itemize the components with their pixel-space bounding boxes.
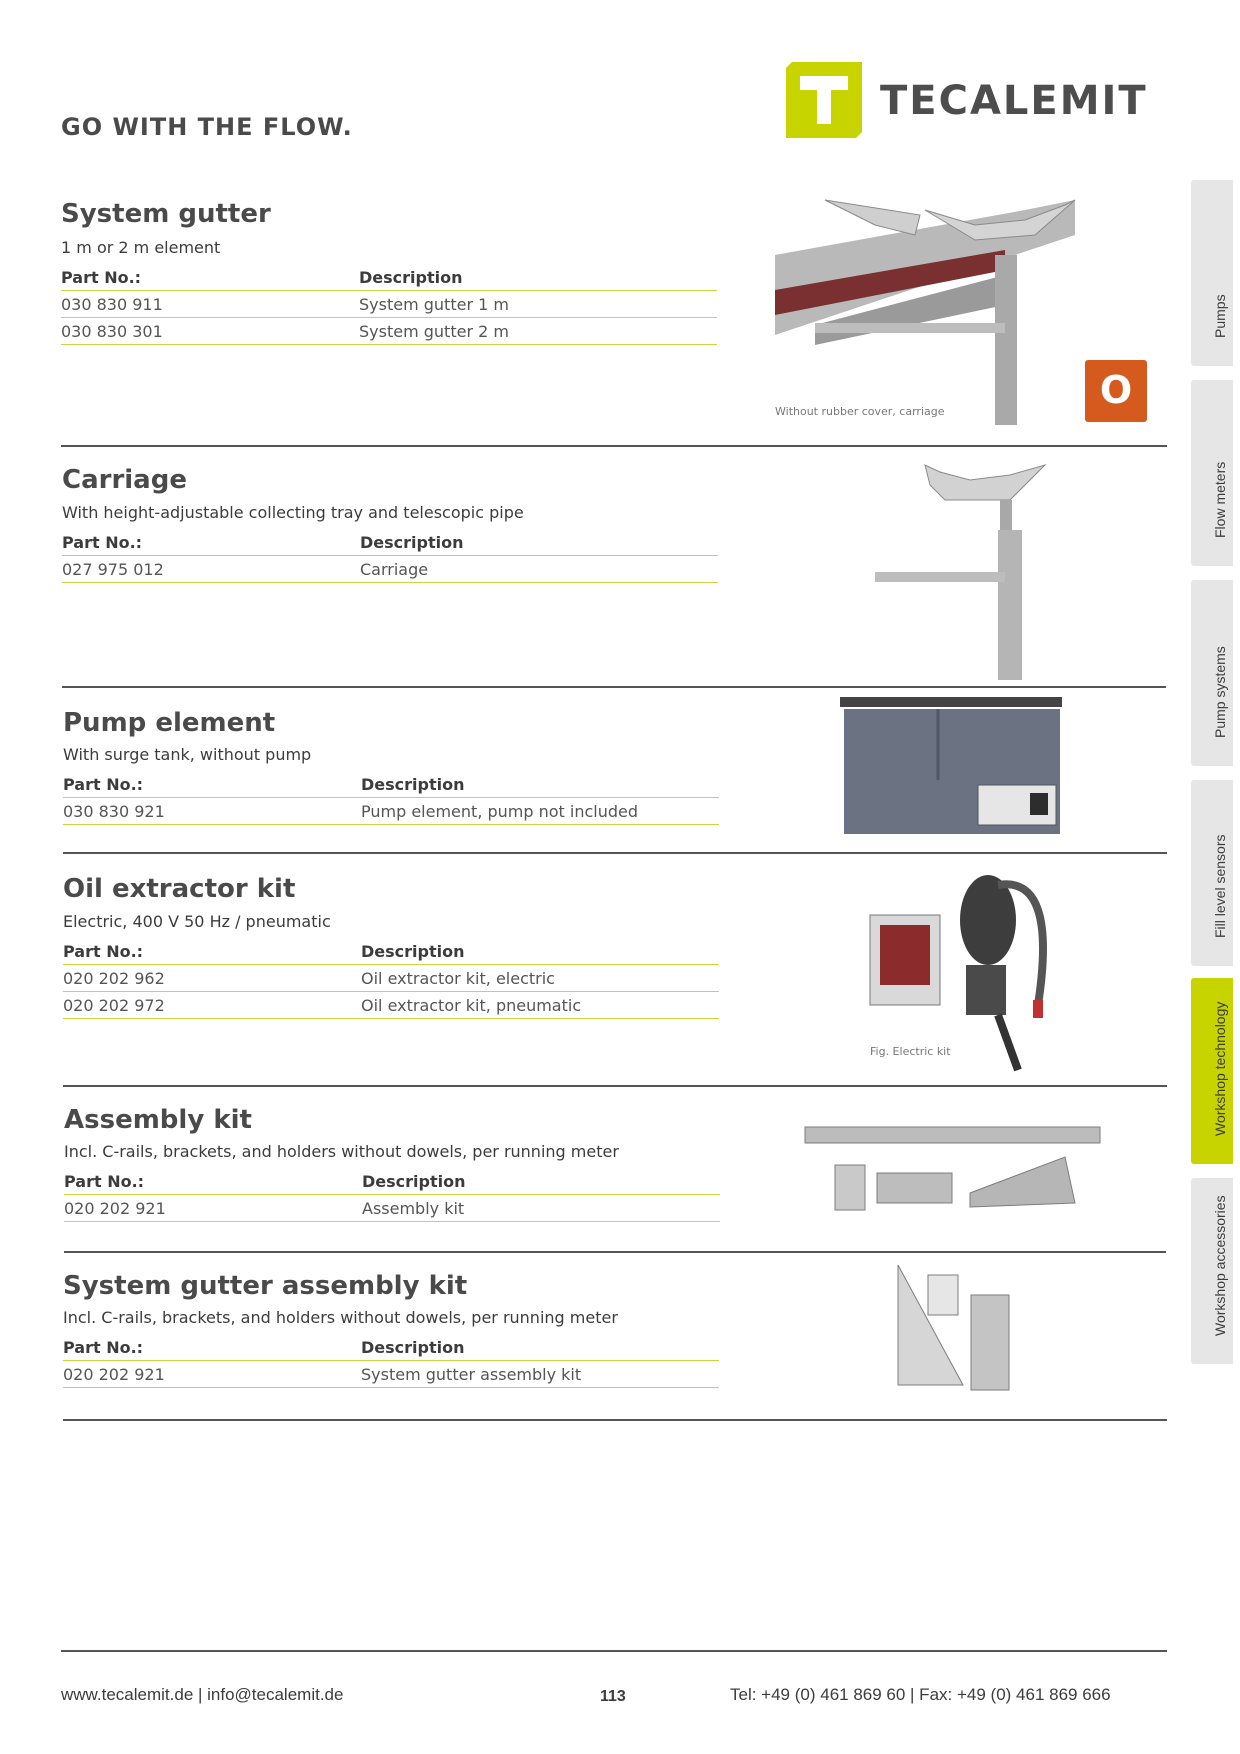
col-part-no: Part No.: bbox=[63, 938, 361, 965]
footer-contact-phone: Tel: +49 (0) 461 869 60 | Fax: +49 (0) 461 869 666 bbox=[730, 1685, 1111, 1704]
part-number: 020 202 921 bbox=[64, 1195, 362, 1222]
section-title: System gutter bbox=[61, 199, 271, 229]
part-description: Carriage bbox=[360, 556, 718, 583]
table-row bbox=[61, 318, 717, 345]
section-subtitle: Incl. C-rails, brackets, and holders without dowels, per running meter bbox=[64, 1142, 619, 1161]
section-title: System gutter assembly kit bbox=[63, 1271, 468, 1301]
section-subtitle: With height-adjustable collecting tray and telescopic pipe bbox=[62, 503, 524, 522]
badge-letter: O bbox=[1099, 368, 1133, 412]
part-number: 030 830 921 bbox=[63, 798, 361, 825]
tecalemit-logo-icon bbox=[786, 62, 862, 138]
side-tab-label: Fill level sensors bbox=[1212, 834, 1228, 938]
col-description: Description bbox=[362, 1168, 720, 1195]
parts-table bbox=[61, 264, 717, 345]
footer-divider bbox=[61, 1650, 1167, 1652]
footer-contact-web[interactable]: www.tecalemit.de | info@tecalemit.de bbox=[61, 1685, 344, 1704]
brand-logo[interactable] bbox=[786, 62, 1181, 138]
parts-table bbox=[63, 938, 719, 1019]
side-tab-workshop-technology[interactable] bbox=[1191, 978, 1233, 1164]
side-tab-label: Pump systems bbox=[1212, 646, 1228, 738]
part-number: 020 202 972 bbox=[63, 992, 361, 1019]
part-description: Assembly kit bbox=[362, 1195, 720, 1222]
part-description: System gutter assembly kit bbox=[361, 1361, 719, 1388]
table-row bbox=[63, 992, 719, 1019]
parts-table bbox=[62, 529, 718, 583]
section-title: Pump element bbox=[63, 708, 276, 738]
side-tab-workshop-accessories[interactable] bbox=[1191, 1178, 1233, 1364]
part-number: 030 830 301 bbox=[61, 318, 359, 345]
section-divider bbox=[63, 1085, 1167, 1087]
section-subtitle: Electric, 400 V 50 Hz / pneumatic bbox=[63, 912, 331, 931]
part-number: 027 975 012 bbox=[62, 556, 360, 583]
col-description: Description bbox=[361, 771, 719, 798]
col-description: Description bbox=[361, 1334, 719, 1361]
carriage-image bbox=[870, 460, 1080, 680]
part-description: Oil extractor kit, pneumatic bbox=[361, 992, 719, 1019]
section-title: Oil extractor kit bbox=[63, 874, 296, 904]
part-number: 020 202 962 bbox=[63, 965, 361, 992]
part-number: 020 202 921 bbox=[63, 1361, 361, 1388]
part-description: System gutter 2 m bbox=[359, 318, 717, 345]
figure-caption: Fig. Electric kit bbox=[870, 1045, 951, 1058]
section-subtitle: Incl. C-rails, brackets, and holders without dowels, per running meter bbox=[63, 1308, 618, 1327]
system-gutter-assembly-kit-image bbox=[893, 1260, 1013, 1395]
col-description: Description bbox=[361, 938, 719, 965]
side-tab-pump-systems[interactable] bbox=[1191, 580, 1233, 766]
section-divider bbox=[63, 852, 1167, 854]
part-description: Pump element, pump not included bbox=[361, 798, 719, 825]
side-tab-label: Flow meters bbox=[1212, 461, 1228, 538]
section-title: Carriage bbox=[62, 465, 187, 495]
oil-extractor-kit-image bbox=[868, 865, 1058, 1075]
table-row bbox=[61, 291, 717, 318]
table-row bbox=[64, 1195, 720, 1222]
side-tab-flow-meters[interactable] bbox=[1191, 380, 1233, 566]
system-gutter-image bbox=[775, 195, 1135, 430]
part-number: 030 830 911 bbox=[61, 291, 359, 318]
logo-wordmark: TECALEMIT bbox=[880, 78, 1148, 124]
col-part-no: Part No.: bbox=[64, 1168, 362, 1195]
side-tab-label: Workshop accessories bbox=[1212, 1195, 1228, 1336]
col-description: Description bbox=[360, 529, 718, 556]
parts-table bbox=[64, 1168, 720, 1222]
table-row bbox=[62, 556, 718, 583]
section-subtitle: With surge tank, without pump bbox=[63, 745, 312, 764]
part-description: System gutter 1 m bbox=[359, 291, 717, 318]
page-number: 113 bbox=[600, 1688, 626, 1705]
assembly-kit-image bbox=[795, 1115, 1110, 1225]
side-tab-label: Pumps bbox=[1212, 294, 1228, 338]
section-title: Assembly kit bbox=[64, 1105, 252, 1135]
section-divider bbox=[62, 686, 1166, 688]
section-divider bbox=[61, 445, 1167, 447]
table-row bbox=[63, 965, 719, 992]
side-tab-label: Workshop technology bbox=[1212, 1001, 1228, 1136]
parts-table bbox=[63, 1334, 719, 1388]
section-subtitle: 1 m or 2 m element bbox=[61, 238, 221, 257]
section-divider bbox=[64, 1251, 1166, 1253]
side-tab-fill-level-sensors[interactable] bbox=[1191, 780, 1233, 966]
side-tab-pumps[interactable] bbox=[1191, 180, 1233, 366]
col-part-no: Part No.: bbox=[61, 264, 359, 291]
figure-caption: Without rubber cover, carriage bbox=[775, 405, 945, 418]
tagline: GO WITH THE FLOW. bbox=[61, 113, 353, 141]
parts-table bbox=[63, 771, 719, 825]
category-badge bbox=[1085, 360, 1147, 422]
pump-element-image bbox=[838, 695, 1068, 840]
section-divider bbox=[63, 1419, 1167, 1421]
table-row bbox=[63, 1361, 719, 1388]
part-description: Oil extractor kit, electric bbox=[361, 965, 719, 992]
col-description: Description bbox=[359, 264, 717, 291]
col-part-no: Part No.: bbox=[63, 771, 361, 798]
col-part-no: Part No.: bbox=[63, 1334, 361, 1361]
table-row bbox=[63, 798, 719, 825]
col-part-no: Part No.: bbox=[62, 529, 360, 556]
